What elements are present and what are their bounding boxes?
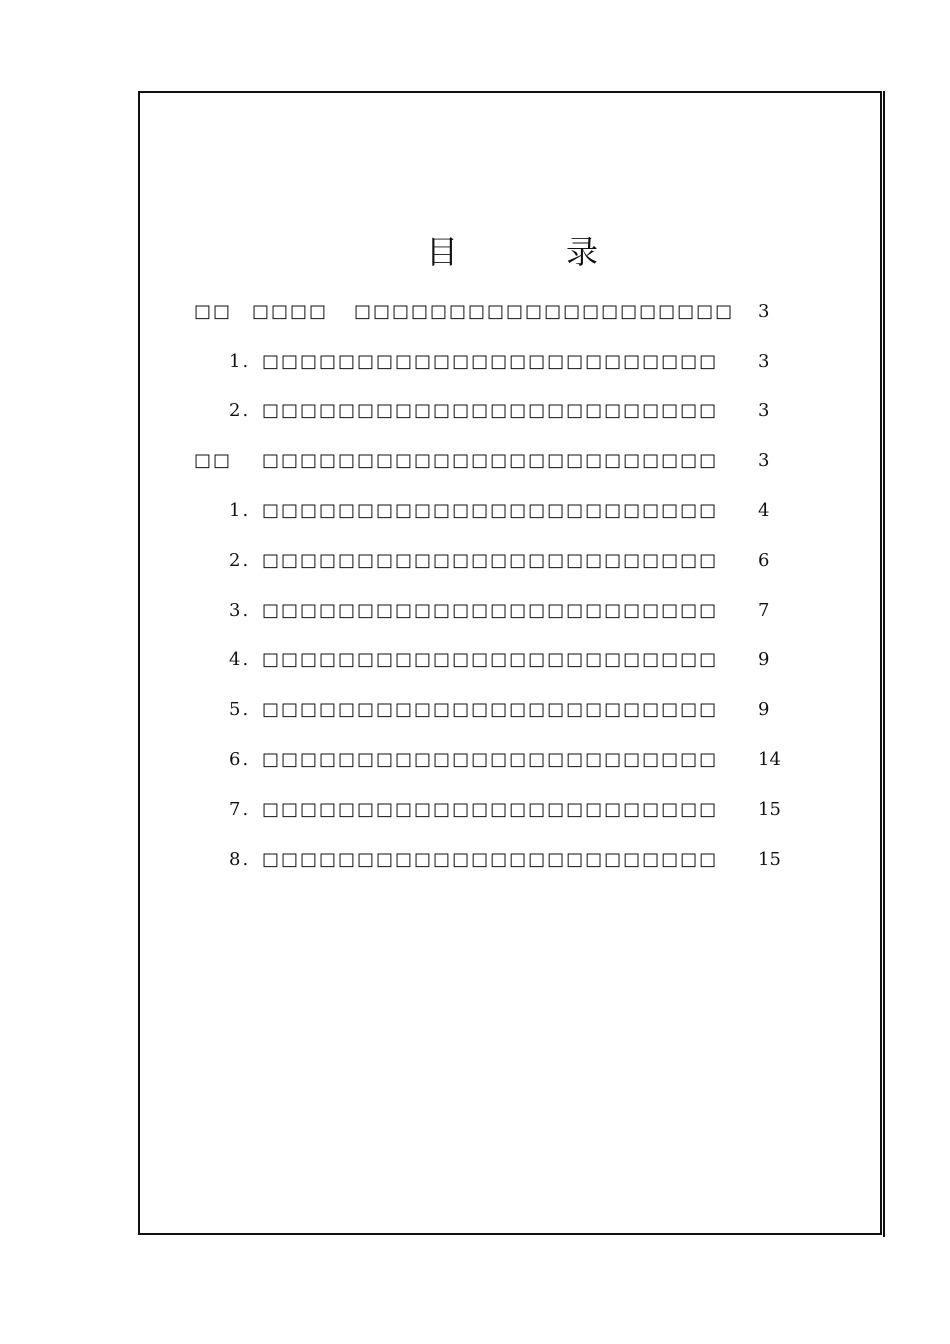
toc-entry[interactable] [0, 399, 950, 423]
toc-entry-number: 1. [229, 351, 251, 372]
toc-page-number: 7 [758, 600, 770, 621]
toc-section-label: □□□□ [252, 301, 329, 322]
toc-section-text: □□□□□□□□□□□□□□□□□□□□□□□□ [262, 450, 719, 471]
toc-entry-number: 7. [229, 799, 251, 820]
toc-entry-text: □□□□□□□□□□□□□□□□□□□□□□□□ [262, 749, 719, 770]
toc-title [0, 232, 950, 272]
toc-entry[interactable] [0, 549, 950, 573]
toc-section-number: □□ [194, 301, 233, 322]
toc-entry[interactable] [0, 748, 950, 772]
toc-entry[interactable] [0, 648, 950, 672]
toc-page-number: 14 [758, 749, 781, 770]
toc-section-text: □□□□□□□□□□□□□□□□□□□□ [354, 301, 735, 322]
toc-title-char-2: 录 [566, 233, 599, 271]
toc-entry-text: □□□□□□□□□□□□□□□□□□□□□□□□ [262, 799, 719, 820]
toc-entry-text: □□□□□□□□□□□□□□□□□□□□□□□□ [262, 351, 719, 372]
toc-entry-number: 5. [229, 699, 251, 720]
toc-entry[interactable] [0, 599, 950, 623]
toc-page-number: 15 [758, 799, 781, 820]
toc-entry-number: 2. [229, 400, 251, 421]
toc-page-number: 15 [758, 849, 781, 870]
toc-entry-number: 2. [229, 550, 251, 571]
toc-entry[interactable] [0, 499, 950, 523]
toc-entry-text: □□□□□□□□□□□□□□□□□□□□□□□□ [262, 550, 719, 571]
toc-page-number: 9 [758, 649, 770, 670]
toc-page-number: 3 [758, 301, 770, 322]
toc-page-number: 3 [758, 450, 770, 471]
toc-entry-text: □□□□□□□□□□□□□□□□□□□□□□□□ [262, 649, 719, 670]
toc-entry-number: 1. [229, 500, 251, 521]
toc-entry-number: 3. [229, 600, 251, 621]
toc-section-2[interactable] [0, 449, 950, 473]
toc-entry-text: □□□□□□□□□□□□□□□□□□□□□□□□ [262, 500, 719, 521]
toc-section-number: □□ [194, 450, 233, 471]
toc-entry[interactable] [0, 798, 950, 822]
toc-page-number: 3 [758, 400, 770, 421]
toc-entry[interactable] [0, 350, 950, 374]
toc-entry-text: □□□□□□□□□□□□□□□□□□□□□□□□ [262, 699, 719, 720]
toc-entry-text: □□□□□□□□□□□□□□□□□□□□□□□□ [262, 849, 719, 870]
toc-page-number: 3 [758, 351, 770, 372]
toc-entry-number: 4. [229, 649, 251, 670]
toc-entry-number: 8. [229, 849, 251, 870]
toc-page-number: 4 [758, 500, 770, 521]
toc-entry-text: □□□□□□□□□□□□□□□□□□□□□□□□ [262, 600, 719, 621]
toc-section-1[interactable] [0, 300, 950, 324]
toc-entry-number: 6. [229, 749, 251, 770]
toc-entry[interactable] [0, 848, 950, 872]
toc-page-number: 9 [758, 699, 770, 720]
toc-title-char-1: 目 [426, 233, 459, 271]
toc-page-number: 6 [758, 550, 770, 571]
toc-entry-text: □□□□□□□□□□□□□□□□□□□□□□□□ [262, 400, 719, 421]
toc-entry[interactable] [0, 698, 950, 722]
